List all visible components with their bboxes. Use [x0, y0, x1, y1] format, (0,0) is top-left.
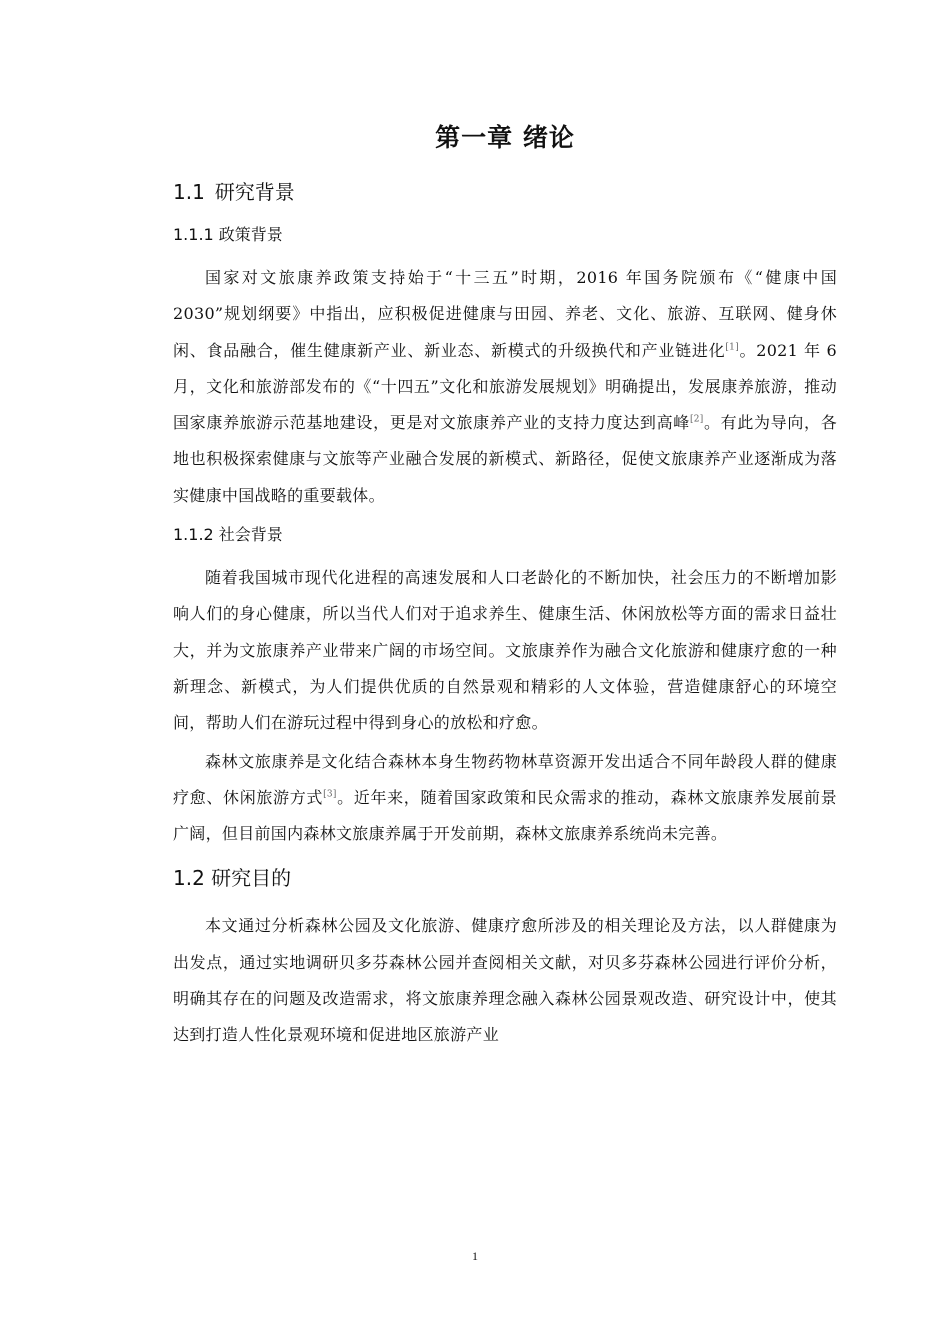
section-heading-1-2: 1.2 研究目的: [173, 866, 292, 891]
subsection-heading-1-1-2: 1.1.2 社会背景: [173, 525, 283, 545]
section-heading-1-1: [173, 176, 837, 208]
paragraph-research-purpose: 本文通过分析森林公园及文化旅游、健康疗愈所涉及的相关理论及方法，以人群健康为出发点，通过实地调研贝多芬森林公园并查阅相关文献，对贝多芬森林公园进行评价分析，明确其存在的问题及改造需求，将文旅康养理念融入森林公园景观改造、研究设计中，使其达到打造人性化景观环境和促进地区旅游产业: [173, 916, 837, 1045]
paragraph-policy-background: [173, 260, 837, 514]
citation-ref: [1]: [725, 342, 740, 353]
section-title: 研究背景: [214, 180, 295, 204]
page-number: 1: [472, 1249, 478, 1263]
paragraph-text: 森林文旅康养是文化结合森林本身生物药物林草资源开发出适合不同年龄段人群的健康疗愈、休闲旅游方式: [173, 751, 837, 807]
section-number: 1.1: [173, 180, 205, 204]
paragraph-text: 国家对文旅康养政策支持始于“十三五”时期，2016 年国务院颁布《“健康中国 2030”规划纲要》中指出，应积极促进健康与田园、养老、文化、旅游、互联网、健身休闲、食品融合，催生健康新产业、新业态、新模式的升级换代和产业链进化: [173, 268, 837, 360]
chapter-title: 第一章 绪论: [435, 123, 575, 152]
paragraph-social-background: 随着我国城市现代化进程的高速发展和人口老龄化的不断加快，社会压力的不断增加影响人们的身心健康，所以当代人们对于追求养生、健康生活、休闲放松等方面的需求日益壮大，并为文旅康养产业带来广阔的市场空间。文旅康养作为融合文化旅游和健康疗愈的一种新理念、新模式，为人们提供优质的自然景观和精彩的人文体验，营造健康舒心的环境空间，帮助人们在游玩过程中得到身心的放松和疗愈。: [173, 568, 837, 733]
subsection-heading-1-1-1: 1.1.1 政策背景: [173, 225, 283, 244]
citation-ref: [2]: [689, 414, 704, 425]
paragraph-forest-wellness: [173, 744, 837, 853]
paragraph-text: 。有此为导向，各地也积极探索健康与文旅等产业融合发展的新模式、新路径，促使文旅康养产业逐渐成为落实健康中国战略的重要载体。: [173, 413, 837, 505]
paragraph-text: 。2021 年 6 月，文化和旅游部发布的《“十四五”文化和旅游发展规划》明确提出，发展康养旅游，推动国家康养旅游示范基地建设，更是对文旅康养产业的支持力度达到高峰: [173, 340, 837, 433]
paragraph-text: 。近年来，随着国家政策和民众需求的推动，森林文旅康养发展前景广阔，但目前国内森林文旅康养属于开发前期，森林文旅康养系统尚未完善。: [173, 787, 837, 844]
page-content: [173, 118, 837, 1056]
citation-ref: [3]: [323, 789, 337, 800]
